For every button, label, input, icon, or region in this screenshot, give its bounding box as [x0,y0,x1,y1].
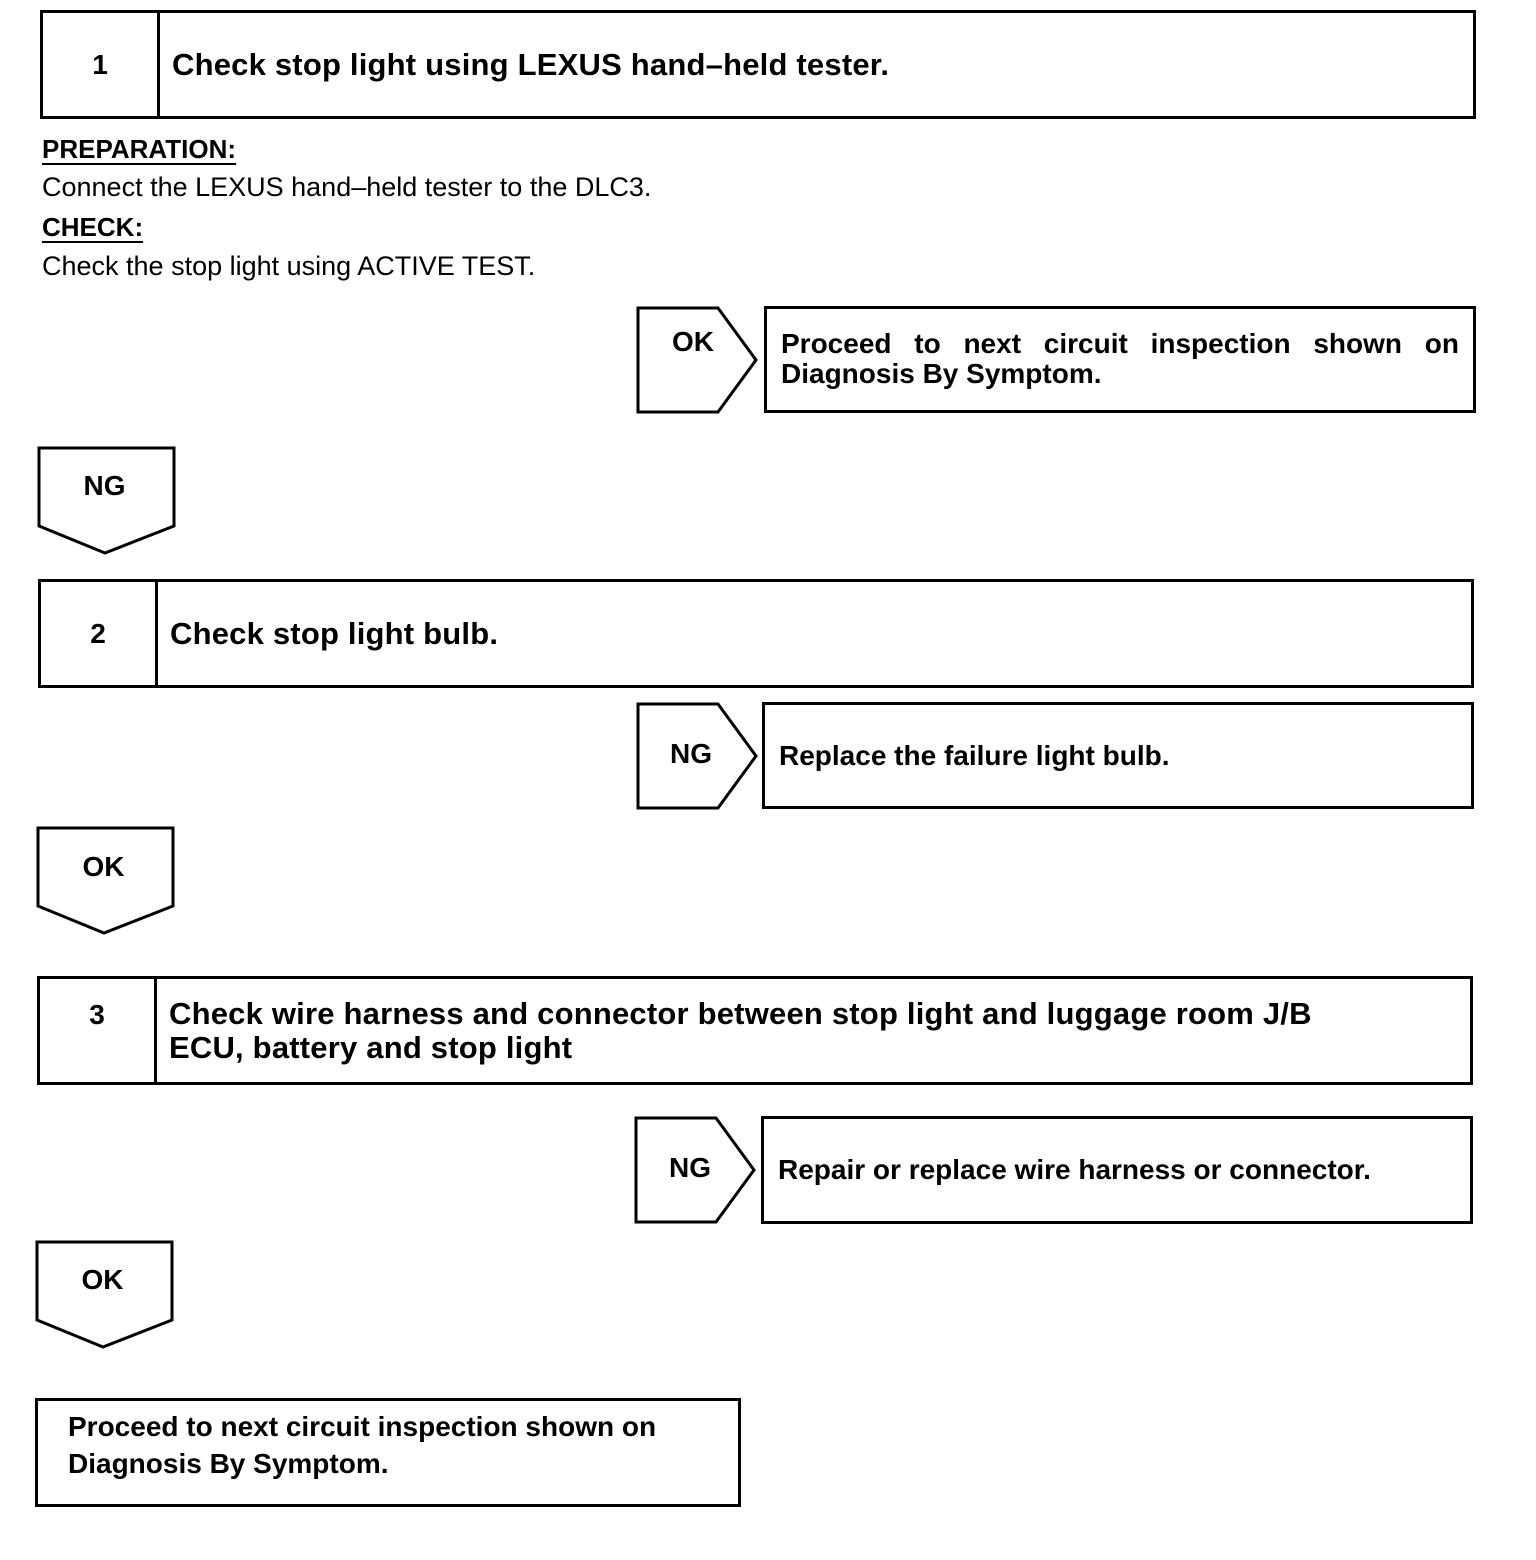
preparation-text: Connect the LEXUS hand–held tester to the DLC3. [42,172,652,202]
step-1-ok-right-arrow [636,306,760,414]
step-2-ng-result-box [762,702,1474,809]
final-result-line2: Diagnosis By Symptom. [68,1448,389,1479]
final-result-box [35,1398,741,1507]
step-1-ok-label: OK [672,326,714,357]
step-2-ok-label: OK [82,851,125,882]
step-1-title: Check stop light using LEXUS hand–held tester. [172,46,890,82]
step-3-number: 3 [40,979,157,1082]
preparation-label: PREPARATION: [42,134,237,164]
step-2-ng-label: NG [670,738,712,769]
step-3-ng-result-box [761,1116,1473,1224]
step-1-number: 1 [43,13,160,116]
step-3-ng-result: Repair or replace wire harness or connector. [778,1154,1371,1185]
step-3-ng-label: NG [669,1152,711,1183]
step-1-ok-result-box [764,306,1476,413]
step-3-ok-label: OK [81,1264,124,1295]
step-3-title [157,979,1312,1082]
final-result-line1: Proceed to next circuit inspection shown on [68,1411,657,1442]
step-1-ng-label: NG [83,470,126,501]
step-1-ok-result-line1: Proceed to next circuit inspection shown on [781,328,1459,359]
step-2-number: 2 [41,582,158,685]
check-text: Check the stop light using ACTIVE TEST. [42,251,536,281]
step-1-box [40,10,1476,119]
step-2-box [38,579,1474,688]
step-3-title-line2: ECU, battery and stop light [169,1029,573,1065]
step-2-title: Check stop light bulb. [170,615,499,651]
step-3-box [37,976,1473,1085]
check-label: CHECK: [42,212,144,242]
step-2-ng-result: Replace the failure light bulb. [779,740,1170,771]
step-3-title-line1: Check wire harness and connector between stop light and luggage room J/B [169,995,1312,1031]
step-1-ok-result-line2: Diagnosis By Symptom. [781,358,1102,389]
